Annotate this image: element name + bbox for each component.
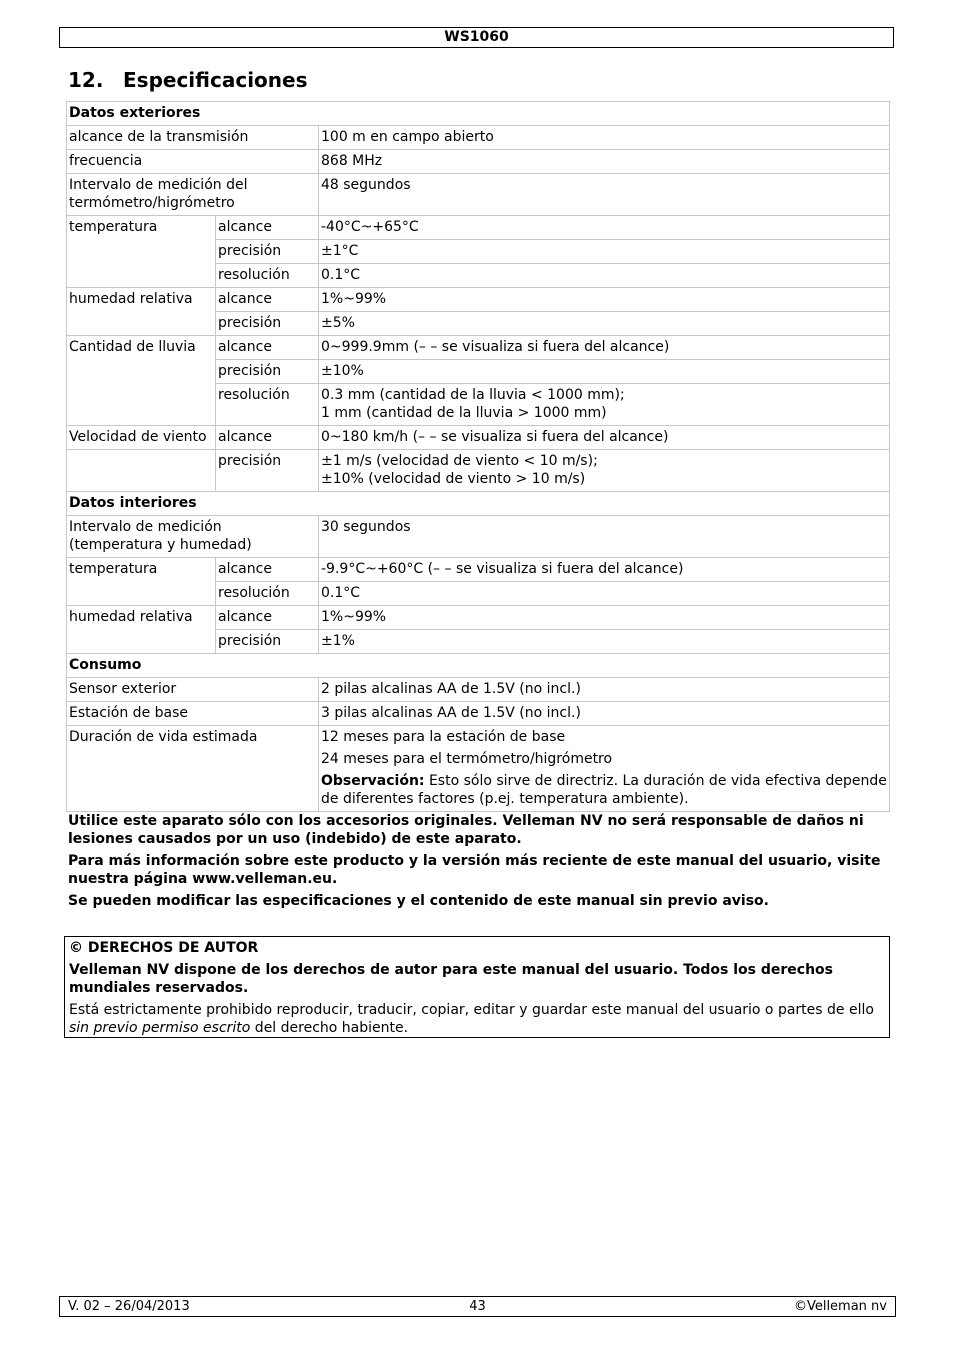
sub-label: precisión — [216, 630, 319, 654]
note-paragraph: Utilice este aparato sólo con los accesorios originales. Velleman NV no será responsable de daños ni lesiones causados por un uso (indebido) de este aparato. — [68, 813, 864, 847]
row-value: 0~180 km/h (– – se visualiza si fuera del alcance) — [319, 426, 890, 450]
note-paragraph: Para más información sobre este producto y la versión más reciente de este manual del usuario, visite nuestra página www.velleman.eu. — [68, 853, 881, 887]
table-row — [67, 102, 890, 126]
row-value: 100 m en campo abierto — [319, 126, 890, 150]
row-value: 0.1°C — [319, 264, 890, 288]
usage-notes — [68, 812, 888, 914]
row-value: 2 pilas alcalinas AA de 1.5V (no incl.) — [319, 678, 890, 702]
row-value — [319, 726, 890, 812]
page-header — [59, 27, 894, 48]
value-line: 12 meses para la estación de base — [321, 729, 566, 745]
sub-label: alcance — [216, 558, 319, 582]
row-label: humedad relativa — [67, 288, 216, 336]
observation-label: Observación: — [321, 773, 425, 789]
table-row — [67, 426, 890, 450]
row-label: Sensor exterior — [67, 678, 319, 702]
row-label: humedad relativa — [67, 606, 216, 654]
value-line: ±1 m/s (velocidad de viento < 10 m/s); — [321, 453, 598, 469]
table-row — [67, 174, 890, 216]
table-row — [67, 558, 890, 582]
sub-label: resolución — [216, 582, 319, 606]
row-label: Intervalo de medición (temperatura y humedad) — [67, 516, 319, 558]
table-row — [67, 336, 890, 360]
sub-label: precisión — [216, 312, 319, 336]
sub-label: alcance — [216, 426, 319, 450]
row-label: Duración de vida estimada — [67, 726, 319, 812]
sub-label: precisión — [216, 360, 319, 384]
value-line: 1 mm (cantidad de la lluvia > 1000 mm) — [321, 405, 607, 421]
version-date: V. 02 – 26/04/2013 — [68, 1299, 190, 1314]
row-value: 1%~99% — [319, 288, 890, 312]
row-value: 48 segundos — [319, 174, 890, 216]
sub-label: resolución — [216, 384, 319, 426]
sub-label: alcance — [216, 606, 319, 630]
row-value: 868 MHz — [319, 150, 890, 174]
row-label: Estación de base — [67, 702, 319, 726]
table-row — [67, 126, 890, 150]
sub-label: precisión — [216, 240, 319, 264]
copyright-text — [69, 1001, 885, 1037]
row-value: ±1°C — [319, 240, 890, 264]
row-value: ±1% — [319, 630, 890, 654]
observation-text: Esto sólo sirve de directriz. La duración de vida efectiva depende de diferentes factores (p.ej. temperatura ambiente). — [321, 773, 887, 807]
table-row — [67, 702, 890, 726]
page-number: 43 — [469, 1299, 486, 1314]
value-line: 24 meses para el termómetro/higrómetro — [321, 751, 613, 767]
company-name: ©Velleman nv — [793, 1299, 887, 1314]
row-label: alcance de la transmisión — [67, 126, 319, 150]
model-name: WS1060 — [444, 29, 509, 45]
row-label: Cantidad de lluvia — [67, 336, 216, 426]
copyright-rights: Velleman NV dispone de los derechos de autor para este manual del usuario. Todos los derechos mundiales reservados. — [69, 962, 834, 996]
note-paragraph: Se pueden modificar las especificaciones y el contenido de este manual sin previo aviso. — [68, 893, 769, 909]
row-label: temperatura — [67, 558, 216, 606]
table-row — [67, 678, 890, 702]
row-label: Velocidad de viento — [67, 426, 216, 450]
row-value: 30 segundos — [319, 516, 890, 558]
row-value: 0~999.9mm (– – se visualiza si fuera del alcance) — [319, 336, 890, 360]
row-label: temperatura — [67, 216, 216, 288]
row-label: Intervalo de medición del termómetro/higrómetro — [67, 174, 319, 216]
sub-label: resolución — [216, 264, 319, 288]
indoor-heading: Datos interiores — [67, 492, 890, 516]
row-value: -40°C~+65°C — [319, 216, 890, 240]
copyright-text-part: del derecho habiente. — [250, 1020, 409, 1036]
page-footer — [59, 1296, 896, 1317]
sub-label: precisión — [216, 450, 319, 492]
copyright-text-italic: sin previo permiso escrito — [69, 1020, 251, 1036]
section-number: 12. — [68, 68, 104, 92]
copyright-text-part: Está estrictamente prohibido reproducir, traducir, copiar, editar y guardar este manual del usuario o partes de ello — [69, 1002, 874, 1018]
table-row — [67, 288, 890, 312]
table-row — [67, 150, 890, 174]
sub-label: alcance — [216, 288, 319, 312]
copyright-box — [64, 936, 890, 1038]
empty-cell — [67, 450, 216, 492]
row-value: 0.1°C — [319, 582, 890, 606]
row-value: 3 pilas alcalinas AA de 1.5V (no incl.) — [319, 702, 890, 726]
row-value — [319, 384, 890, 426]
row-value: 1%~99% — [319, 606, 890, 630]
row-value: -9.9°C~+60°C (– – se visualiza si fuera del alcance) — [319, 558, 890, 582]
table-row — [67, 726, 890, 812]
row-value: ±5% — [319, 312, 890, 336]
power-heading: Consumo — [67, 654, 890, 678]
table-row — [67, 216, 890, 240]
table-row — [67, 450, 890, 492]
table-row — [67, 516, 890, 558]
sub-label: alcance — [216, 336, 319, 360]
outdoor-heading: Datos exteriores — [67, 102, 890, 126]
value-line: ±10% (velocidad de viento > 10 m/s) — [321, 471, 586, 487]
value-line: 0.3 mm (cantidad de la lluvia < 1000 mm); — [321, 387, 625, 403]
row-label: frecuencia — [67, 150, 319, 174]
specifications-table — [66, 101, 890, 812]
copyright-heading: © DERECHOS DE AUTOR — [69, 940, 259, 956]
table-row — [67, 606, 890, 630]
sub-label: alcance — [216, 216, 319, 240]
row-value: ±10% — [319, 360, 890, 384]
table-row — [67, 654, 890, 678]
row-value — [319, 450, 890, 492]
section-heading: Especificaciones — [123, 68, 308, 92]
section-title — [68, 67, 308, 93]
table-row — [67, 492, 890, 516]
observation-note — [321, 772, 887, 808]
